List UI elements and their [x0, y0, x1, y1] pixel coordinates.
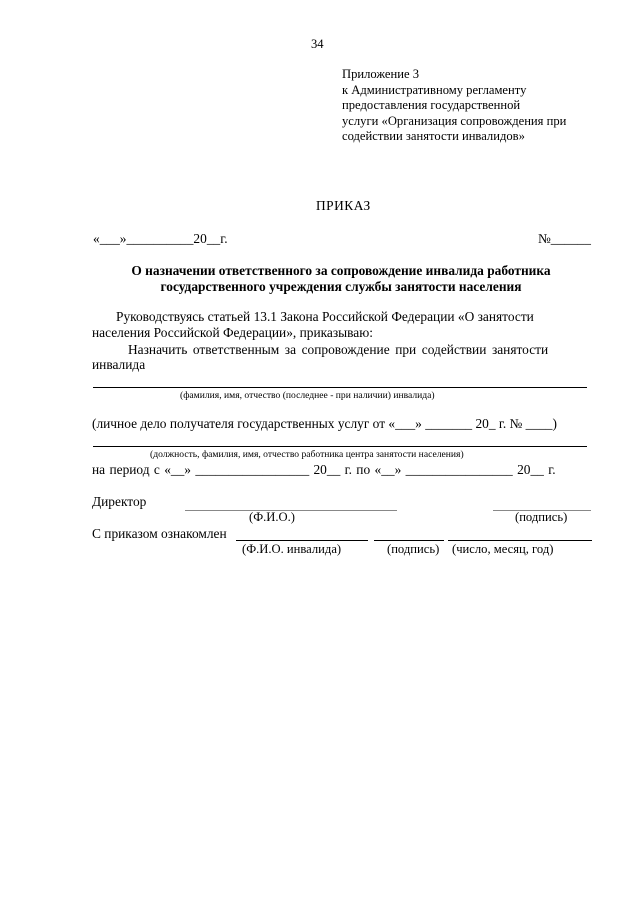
body-paragraph-1-line-1: Руководствуясь статьей 13.1 Закона Российской Федерации «О занятости	[116, 309, 534, 324]
appendix-line: к Административному регламенту	[342, 82, 527, 97]
acquainted-signature-caption: (подпись)	[387, 542, 440, 556]
acquainted-fio-line	[236, 540, 368, 541]
appendix-line: Приложение 3	[342, 67, 420, 81]
appendix-line: содействии занятости инвалидов»	[342, 129, 525, 143]
acquainted-date-caption: (число, месяц, год)	[452, 542, 554, 556]
director-signature-caption: (подпись)	[515, 510, 568, 524]
order-heading	[0, 263, 640, 295]
acquainted-fio-caption: (Ф.И.О. инвалида)	[242, 542, 342, 556]
heading-line: государственного учреждения службы занятости населения	[160, 279, 522, 294]
body-paragraph-2-line-2: инвалида	[92, 357, 146, 372]
acquainted-date-line	[448, 540, 592, 541]
director-label: Директор	[92, 494, 147, 509]
fio-disabled-field-line	[93, 387, 587, 388]
heading-line: О назначении ответственного за сопровождение инвалида работника	[131, 263, 551, 278]
order-title: ПРИКАЗ	[316, 198, 371, 213]
page-number: 34	[311, 37, 324, 51]
fio-disabled-caption: (фамилия, имя, отчество (последнее - при наличии) инвалида)	[180, 390, 435, 401]
employee-caption: (должность, фамилия, имя, отчество работника центра занятости населения)	[150, 449, 464, 460]
period-line: на период с «__» _________________ 20__ г. по «__» ________________ 20__ г.	[92, 462, 556, 477]
appendix-line: предоставления государственной	[342, 98, 521, 112]
director-fio-caption: (Ф.И.О.)	[249, 510, 295, 524]
acquainted-label: С приказом ознакомлен	[92, 526, 227, 541]
body-paragraph-2-line-1: Назначить ответственным за сопровождение при содействии занятости	[128, 342, 549, 357]
order-date-line: «___»__________20__г.	[93, 231, 228, 246]
order-number-line: №______	[538, 231, 591, 246]
employee-field-line	[93, 446, 587, 447]
appendix-line: услуги «Организация сопровождения при	[342, 113, 567, 128]
acquainted-signature-line	[374, 540, 444, 541]
body-paragraph-1-line-2: населения Российской Федерации», приказываю:	[92, 325, 373, 340]
appendix-block	[342, 67, 566, 145]
personal-file-line: (личное дело получателя государственных услуг от «___» _______ 20_ г. № ____)	[92, 416, 557, 431]
